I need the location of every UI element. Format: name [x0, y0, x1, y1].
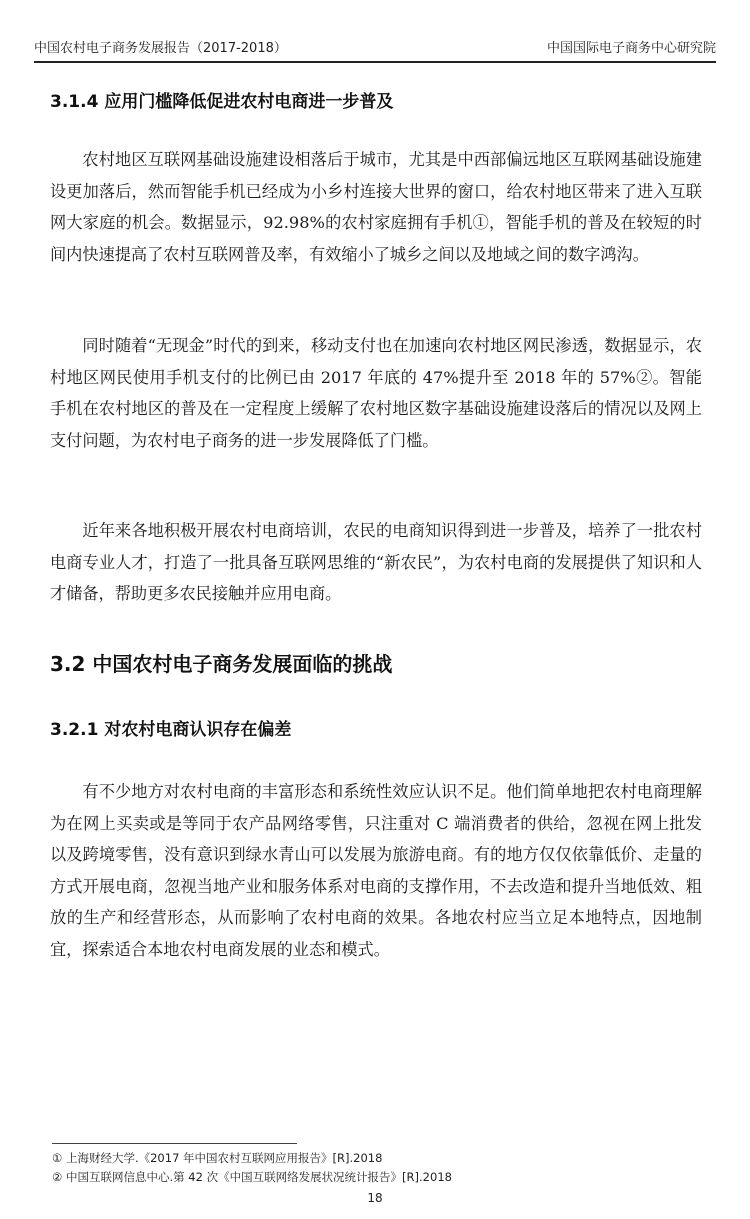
- running-header: [34, 38, 716, 60]
- publisher-name: 中国国际电子商务中心研究院: [546, 41, 716, 56]
- section-heading-3-2: 3.2 中国农村电子商务发展面临的挑战: [50, 652, 393, 676]
- section-heading-3-1-4: 3.1.4 应用门槛降低促进农村电商进一步普及: [50, 92, 394, 112]
- footnote-rule: [52, 1143, 297, 1144]
- report-title: 中国农村电子商务发展报告（2017-2018）: [34, 41, 287, 56]
- paragraph: 近年来各地积极开展农村电商培训，农民的电商知识得到进一步普及，培养了一批农村电商专业人才，打造了一批具备互联网思维的“新农民”，为农村电商的发展提供了知识和人才储备，帮助更多农民接触并应用电商。: [50, 521, 702, 603]
- header-rule: [34, 61, 716, 63]
- paragraph: 农村地区互联网基础设施建设相落后于城市，尤其是中西部偏远地区互联网基础设施建设更加落后，然而智能手机已经成为小乡村连接大世界的窗口，给农村地区带来了进入互联网大家庭的机会。数据显示，92.98%的农村家庭拥有手机①，智能手机的普及在较短的时间内快速提高了农村互联网普及率，有效缩小了城乡之间以及地域之间的数字鸿沟。: [50, 150, 702, 264]
- footnote: ① 上海财经大学.《2017 年中国农村互联网应用报告》[R].2018: [52, 1151, 383, 1165]
- section-heading-3-2-1: 3.2.1 对农村电商认识存在偏差: [50, 720, 292, 740]
- footnote: ② 中国互联网信息中心.第 42 次《中国互联网络发展状况统计报告》[R].2018: [52, 1170, 452, 1184]
- paragraph: 同时随着“无现金”时代的到来，移动支付也在加速向农村地区网民渗透，数据显示，农村地区网民使用手机支付的比例已由 2017 年底的 47%提升至 2018 年的 57%②。智能手机在农村地区的普及在一定程度上缓解了农村地区数字基础设施建设落后的情况以及网上支付问题，为农村电子商务的进一步发展降低了门槛。: [50, 336, 702, 450]
- page-number: 18: [367, 1191, 383, 1205]
- paragraph: 有不少地方对农村电商的丰富形态和系统性效应认识不足。他们简单地把农村电商理解为在网上买卖或是等同于农产品网络零售，只注重对 C 端消费者的供给，忽视在网上批发以及跨境零售，没有意识到绿水青山可以发展为旅游电商。有的地方仅仅依靠低价、走量的方式开展电商，忽视当地产业和服务体系对电商的支撑作用，不去改造和提升当地低效、粗放的生产和经营形态，从而影响了农村电商的效果。各地农村应当立足本地特点，因地制宜，探索适合本地农村电商发展的业态和模式。: [50, 782, 702, 959]
